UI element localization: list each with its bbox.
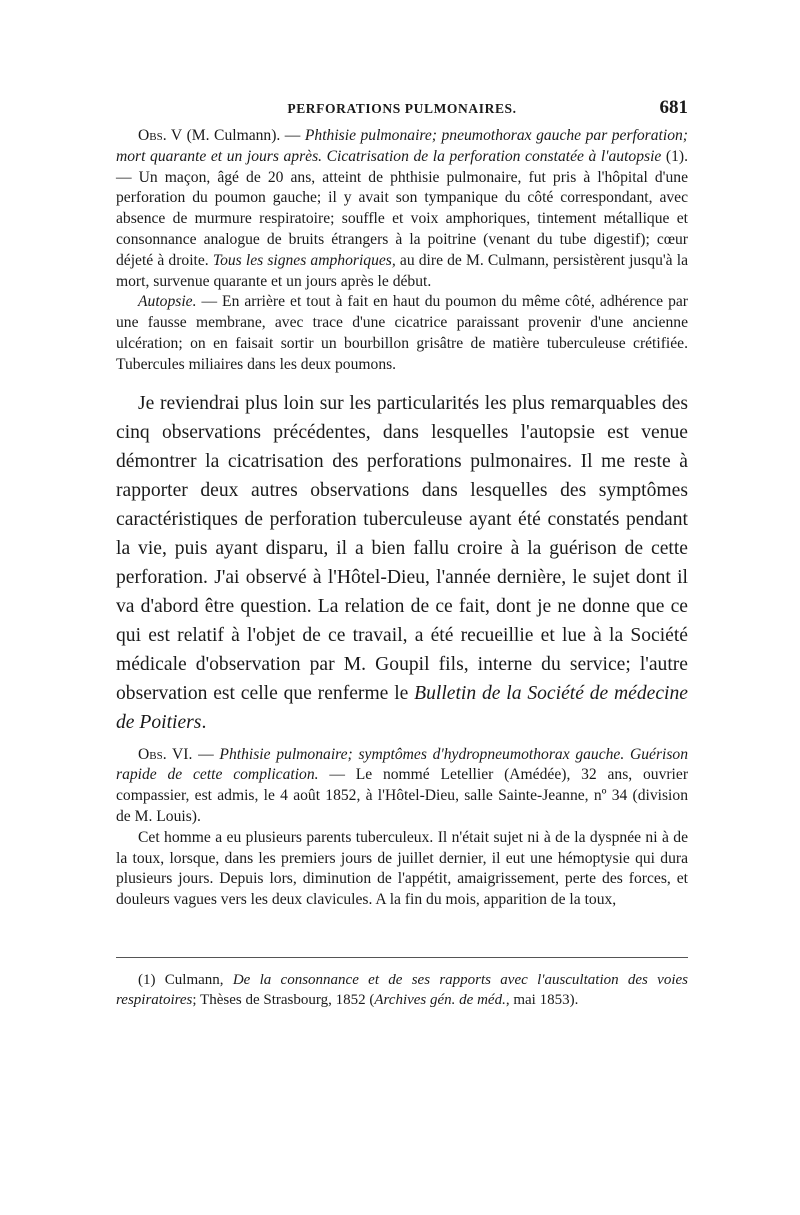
- page-number: 681: [659, 97, 688, 118]
- obs5-note-ref: (1). —: [116, 147, 689, 186]
- observation-5: [116, 126, 688, 292]
- page-header: [116, 96, 688, 126]
- obs6-body: — Le nommé Letellier (Amédée), 32 ans, ouvrier compassier, est admis, le 4 août 1852, à l'Hôtel-Dieu, salle Sainte-Jeanne, nº 34 (division de M. Louis).: [116, 766, 689, 825]
- obs5-label: Obs. V: [138, 127, 183, 144]
- footnote-work-title: De la consonnance et de ses rapports avec l'auscultation des voies respiratoires: [116, 971, 688, 1008]
- autopsy-label: Autopsie.: [138, 293, 197, 311]
- running-title: PERFORATIONS PULMONAIRES.: [287, 101, 517, 116]
- obs5-body: Un maçon, âgé de 20 ans, atteint de phthisie pulmonaire, fut pris à l'hôpital d'une perforation du poumon gauche; il y avait son tympanique du côté correspondant, avec absence de murmure respiratoire; souffle et voix amphoriques, tintement métallique et consonnance analogue de bruits étrangers à la poitrine (venant du tube digestif); cœur déjeté à droite.: [116, 168, 688, 269]
- obs6-dash: —: [192, 745, 220, 763]
- main-paragraph: [116, 389, 688, 737]
- obs5-title: Phthisie pulmonaire; pneumothorax gauche par perforation; mort quarante et un jours après. Cicatrisation de la perforation constatée à l'autopsie: [116, 127, 688, 165]
- main-text: Je reviendrai plus loin sur les particularités les plus remarquables des cinq observations précédentes, dans lesquelles l'autopsie est venue démontrer la cicatrisation des perforations pulmonaires. Il me reste à rapporter deux autres observations dans lesquelles des symptômes caractéristiques de perforation tuberculeuse ayant été constatés pendant la vie, puis ayant disparu, il a bien fallu croire à la guérison de cette perforation. J'ai observé à l'Hôtel-Dieu, l'année dernière, le sujet dont il va d'abord être question. La relation de ce fait, dont je ne donne que ce qui est relatif à l'objet de ce travail, a été recueillie et lue à la Société médicale d'observation par M. Goupil fils, interne du service; l'autre observation est celle que renferme le: [116, 392, 688, 704]
- footnote-marker: (1): [138, 971, 165, 988]
- obs6-label: Obs. VI.: [138, 745, 193, 763]
- obs6-paragraph: Cet homme a eu plusieurs parents tuberculeux. Il n'était sujet ni à de la dyspnée ni à de la toux, lorsque, dans les premiers jours de juillet dernier, il eut une hémoptysie qui dura plusieurs jours. Depuis lors, diminution de l'appétit, amaigrissement, perte des forces, et douleurs vagues vers les deux clavicules. A la fin du mois, apparition de la toux,: [116, 828, 688, 909]
- autopsy-text: — En arrière et tout à fait en haut du poumon du même côté, adhérence par une fausse membrane, avec trace d'une cicatrice paraissant provenir d'une ancienne ulcération; on en faisait sortir un bourbillon grisâtre de matière tuberculeuse crétifiée. Tubercules miliaires dans les deux poumons.: [116, 293, 688, 373]
- obs5-italic-phrase: Tous les signes amphoriques,: [212, 251, 396, 269]
- footnote-thesis: ; Thèses de Strasbourg, 1852 (: [192, 991, 375, 1008]
- obs5-author: (M. Culmann). —: [182, 127, 305, 144]
- footnote: [116, 970, 688, 1010]
- footnote-journal: Archives gén. de méd.: [374, 991, 506, 1008]
- main-text-end: .: [201, 711, 207, 733]
- obs5-body-continued: au dire de M. Culmann, persistèrent jusqu'à la mort, survenue quarante et un jours après le début.: [116, 251, 688, 290]
- obs6-title: Phthisie pulmonaire; symptômes d'hydropneumothorax gauche. Guérison rapide de cette complication.: [116, 745, 689, 784]
- bulletin-title: Bulletin de la Société de médecine de Poitiers: [116, 682, 688, 733]
- footnote-divider: [116, 957, 688, 958]
- footnote-author: Culmann,: [164, 971, 233, 988]
- observation-6: [116, 745, 688, 828]
- footnote-date: , mai 1853).: [505, 991, 579, 1008]
- obs5-autopsy: [116, 292, 688, 375]
- book-page: [116, 96, 688, 1010]
